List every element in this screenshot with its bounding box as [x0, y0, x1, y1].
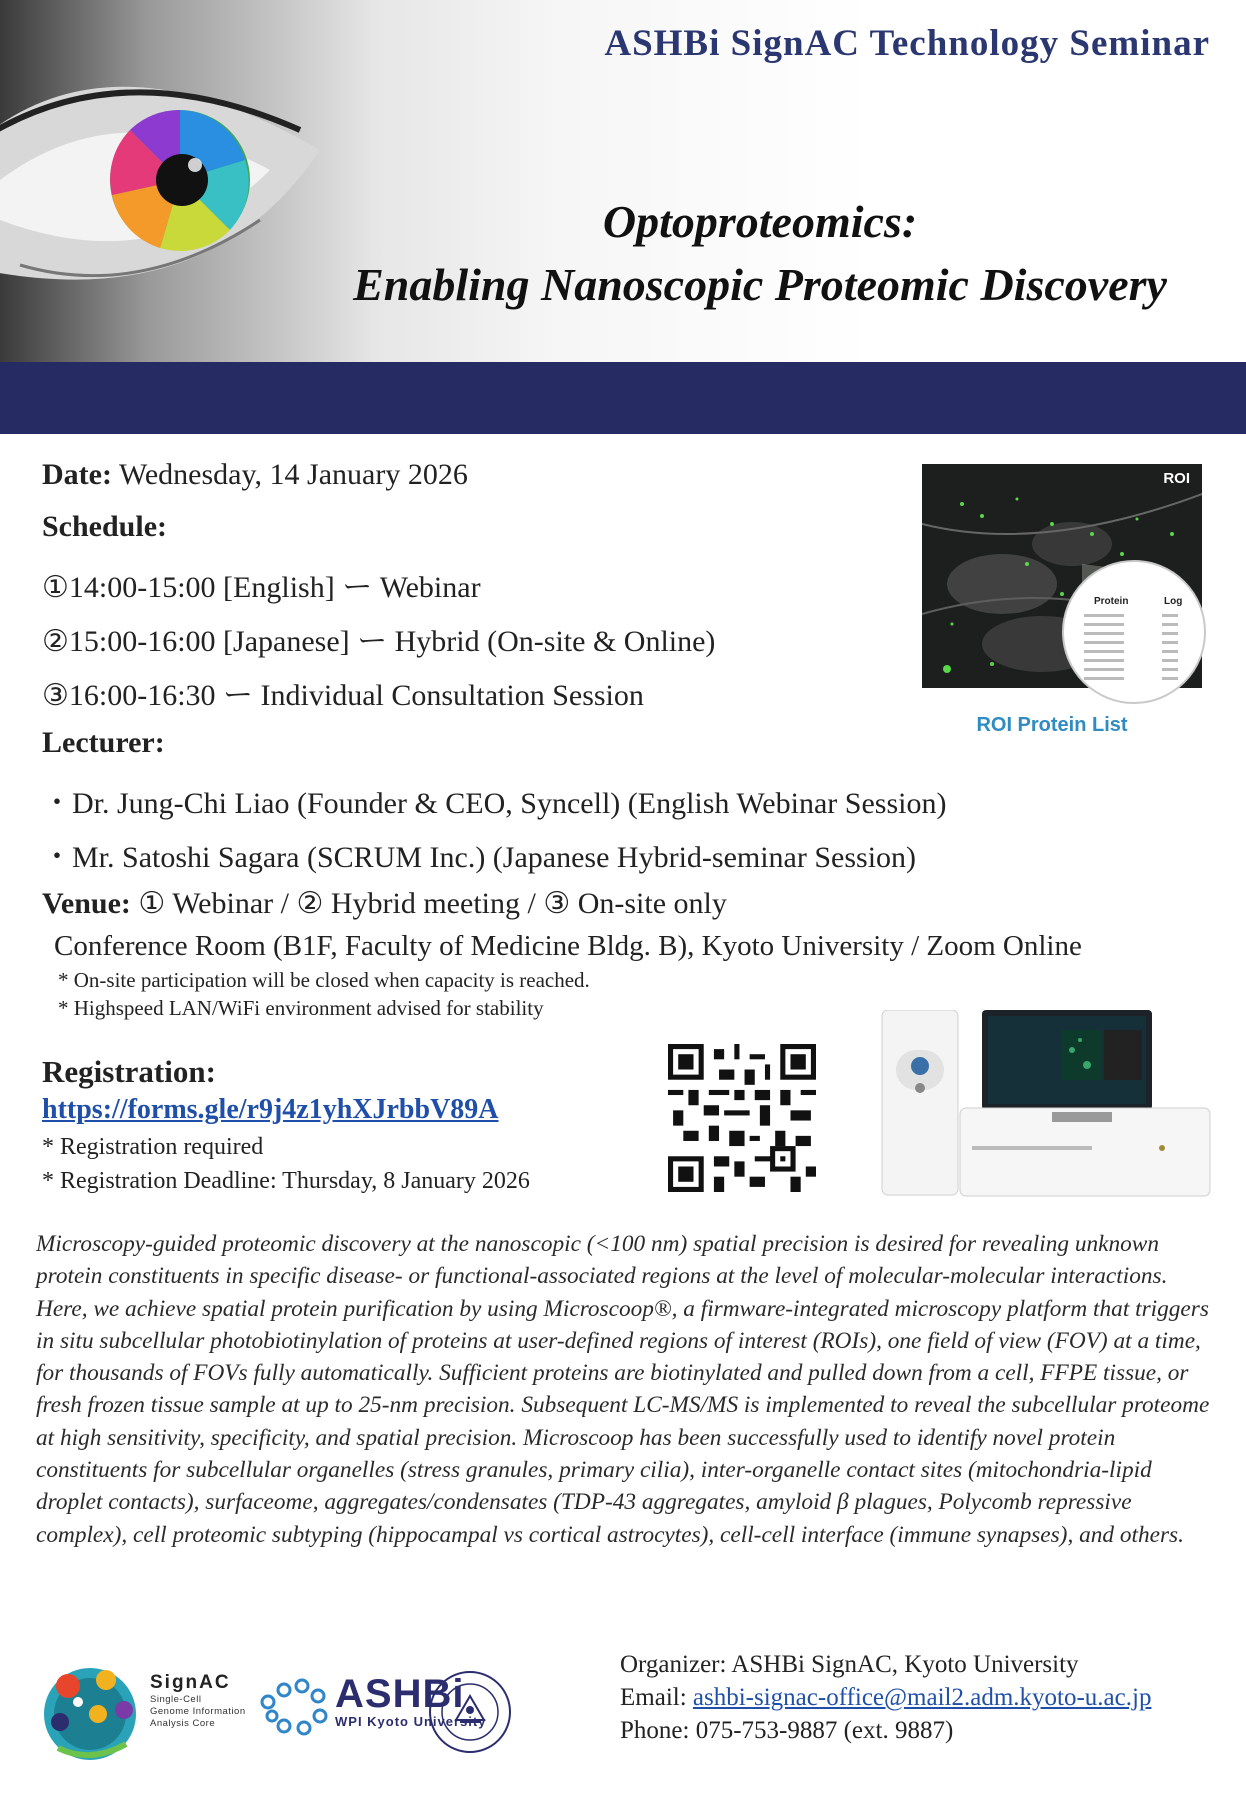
email-row	[620, 1681, 1151, 1714]
title-line-1: Optoproteomics:	[602, 196, 918, 247]
ashbi-logo-text	[335, 1674, 486, 1729]
venue-label: Venue:	[42, 887, 131, 920]
lecturer-label: Lecturer:	[42, 726, 165, 759]
contact-block	[620, 1648, 1151, 1747]
schedule-item: ②15:00-16:00 [Japanese] ー Hybrid (On-site & Online)	[42, 625, 716, 658]
venue-note: * Highspeed LAN/WiFi environment advised for stability	[58, 996, 544, 1020]
microscoop-device-illustration	[872, 1010, 1212, 1200]
title-line-2: Enabling Nanoscopic Proteomic Discovery	[353, 259, 1167, 310]
schedule-item: ③16:00-16:30 ー Individual Consultation Session	[42, 679, 644, 712]
roi-tag: ROI	[1163, 470, 1190, 487]
date-row	[42, 458, 468, 492]
venue-room: Conference Room (B1F, Faculty of Medicine Bldg. B), Kyoto University / Zoom Online	[54, 930, 1082, 962]
venue-row	[42, 886, 727, 921]
figure-caption: ROI Protein List	[976, 714, 1128, 736]
phone: Phone: 075-753-9887 (ext. 9887)	[620, 1717, 954, 1744]
registration-label: Registration:	[42, 1054, 216, 1089]
registration-deadline: * Registration Deadline: Thursday, 8 January 2026	[42, 1168, 530, 1194]
lecturer-item: ・Dr. Jung-Chi Liao (Founder & CEO, Syncell) (English Webinar Session)	[42, 787, 947, 820]
signac-sub-line: Single-Cell	[150, 1694, 202, 1705]
signac-sub-line: Genome Information	[150, 1706, 246, 1717]
series-title: ASHBi SignAC Technology Seminar	[604, 23, 1210, 64]
header-banner	[0, 0, 1246, 362]
lecturer-item: ・Mr. Satoshi Sagara (SCRUM Inc.) (Japanese Hybrid-seminar Session)	[42, 841, 917, 874]
roi-protein-table	[1062, 560, 1206, 704]
date-value: Wednesday, 14 January 2026	[118, 458, 468, 491]
qr-code[interactable]	[668, 1044, 816, 1192]
signac-logo-text	[150, 1672, 246, 1730]
schedule-item: ①14:00-15:00 [English] ー Webinar	[42, 571, 481, 604]
navy-band	[0, 362, 1246, 434]
table-rows	[1064, 562, 1206, 704]
ashbi-name: ASHBi	[335, 1672, 465, 1716]
table-header-log: Log	[1164, 596, 1183, 607]
ashbi-sub: WPI Kyoto University	[335, 1714, 487, 1729]
registration-link[interactable]: https://forms.gle/r9j4z1yhXJrbbV89A	[42, 1094, 499, 1125]
abstract-text: Microscopy-guided proteomic discovery at the nanoscopic (<100 nm) spatial precision is desired for revealing unknown protein constituents in specific disease- or functional-associated regions at the level of molecular-molecular interactions. Here, we achieve spatial protein purification by using Microscoop®, a firmware-integrated microscopy platform that triggers in situ subcellular photobiotinylation of proteins at user-defined regions of interest (ROIs), one field of view (FOV) at a time, for thousands of FOVs fully automatically. Sufficient proteins are biotinylated and pulled down from a cell, FFPE tissue, or fresh frozen tissue sample at up to 25-nm precision. Subsequent LC-MS/MS is implemented to reveal the subcellular proteome at high sensitivity, specificity, and spatial precision. Microscoop has been successfully used to identify novel protein constituents for subcellular organelles (stress granules, primary cilia), inter-organelle contact sites (mitochondria-lipid droplet contacts), surfaceome, aggregates/condensates (TDP-43 aggregates, amyloid β plagues, Polycomb repressive complex), cell proteomic subtyping (hippocampal vs cortical astrocytes), cell-cell interface (immune synapses), and others.	[36, 1231, 1210, 1548]
venue-value: ① Webinar / ② Hybrid meeting / ③ On-site only	[138, 887, 727, 920]
organizer: Organizer: ASHBi SignAC, Kyoto University	[620, 1651, 1079, 1678]
table-header-protein: Protein	[1094, 596, 1129, 607]
logo-strip	[38, 1652, 598, 1772]
registration-note: * Registration required	[42, 1134, 264, 1160]
date-label: Date:	[42, 458, 112, 491]
signac-sub-line: Analysis Core	[150, 1718, 216, 1729]
email-label: Email:	[620, 1684, 693, 1711]
signac-name: SignAC	[150, 1672, 231, 1693]
email-link[interactable]: ashbi-signac-office@mail2.adm.kyoto-u.ac.jp	[692, 1684, 1152, 1711]
signac-logo-icon	[44, 1668, 136, 1760]
schedule-label: Schedule:	[42, 510, 168, 543]
ashbi-logo-icon	[262, 1680, 326, 1734]
page-title	[300, 190, 1220, 316]
venue-note: * On-site participation will be closed when capacity is reached.	[58, 968, 590, 992]
